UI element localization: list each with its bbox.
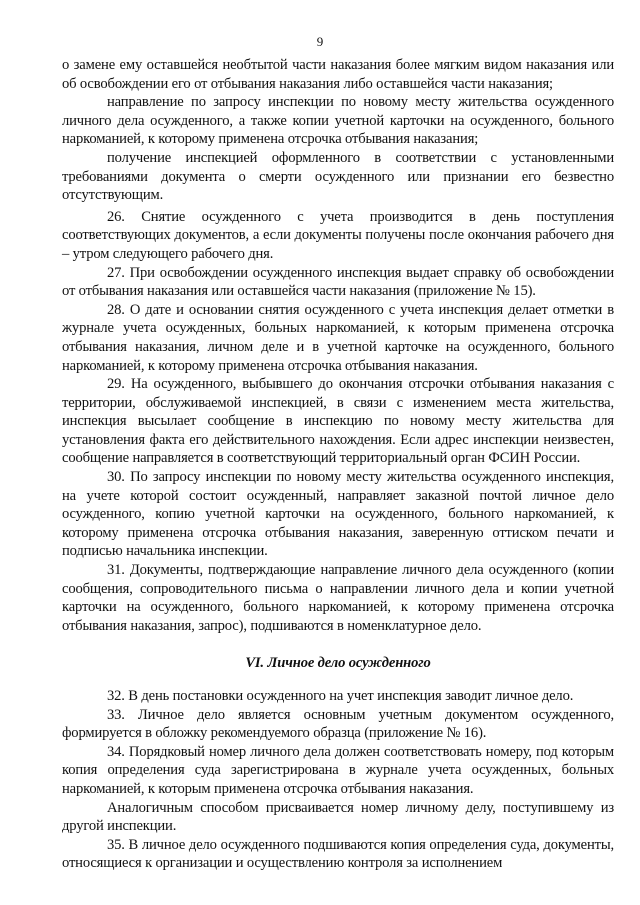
paragraph-29: 29. На осужденного, выбывшего до окончания отсрочки отбывания наказания с территории, обслуживаемой инспекцией, в связи с изменением места жительства, инспекция высылает сообщение в инспекцию по новому месту жительства для установления факта его действительного нахождения. Если адрес инспекции неизвестен, сообщение направляется в соответствующий территориальный орган ФСИН России.	[62, 376, 614, 467]
paragraph-35: 35. В личное дело осужденного подшиваются копия определения суда, документы, относящиеся к организации и осуществлению контроля за исполнением	[62, 836, 614, 872]
paragraph-item-death-document: получение инспекцией оформленного в соответствии с установленными требованиями документа о смерти осужденного или признании его безвестно отсутствующим.	[62, 149, 614, 204]
paragraph-34: 34. Порядковый номер личного дела должен соответствовать номеру, под которым копия определения суда зарегистрирована в журнале учета осужденных, больных наркоманией, к которым применена отсрочка отбывания наказания.	[62, 743, 614, 797]
paragraph-32: 32. В день постановки осужденного на учет инспекция заводит личное дело.	[107, 688, 574, 704]
section-heading: VI. Личное дело осужденного	[245, 655, 431, 672]
paragraph-item-direction: направление по запросу инспекции по новому месту жительства осужденного личного дела осужденного, а также копии учетной карточки на осужденного, больного наркоманией, к которому применена отсрочка отбывания наказания;	[62, 94, 614, 148]
paragraph-26: 26. Снятие осужденного с учета производится в день поступления соответствующих документов, а если документы получены после окончания рабочего дня – утром следующего рабочего дня.	[62, 208, 614, 262]
paragraph-33: 33. Личное дело является основным учетным документом осужденного, формируется в обложку рекомендуемого образца (приложение № 16).	[62, 706, 614, 742]
paragraph-31: 31. Документы, подтверждающие направление личного дела осужденного (копии сообщения, сопроводительного письма о направлении личного дела и копии учетной карточки на осужденного, больного наркоманией, к которому применена отсрочка отбывания наказания, запрос), подшиваются в номенклатурное дело.	[62, 562, 614, 634]
paragraph-28: 28. О дате и основании снятия осужденного с учета инспекция делает отметки в журнале учета осужденных, больных наркоманией, к которым применена отсрочка отбывания наказания, личном деле и в учетной карточке на осужденного, больного наркоманией, к которому применена отсрочка отбывания наказания.	[62, 301, 614, 374]
page-body	[62, 56, 614, 873]
paragraph-30: 30. По запросу инспекции по новому месту жительства осужденного инспекция, на учете которой состоит осужденный, направляет заказной почтой личное дело осужденного, копию учетной карточки на осужденного, больного наркоманией, к которому применена отсрочка отбывания наказания, заверенную оттиском печати и подписью начальника инспекции.	[62, 469, 614, 560]
page-number: 9	[316, 34, 324, 49]
paragraph-continuation: о замене ему оставшейся необтытой части наказания более мягким видом наказания или об освобождении его от отбывания наказания либо оставшейся части наказания;	[62, 57, 614, 92]
paragraph-27: 27. При освобождении осужденного инспекция выдает справку об освобождении от отбывания наказания или оставшейся части наказания (приложение № 15).	[62, 264, 614, 300]
paragraph-similar-numbering: Аналогичным способом присваивается номер личному делу, поступившему из другой инспекции.	[62, 799, 614, 835]
